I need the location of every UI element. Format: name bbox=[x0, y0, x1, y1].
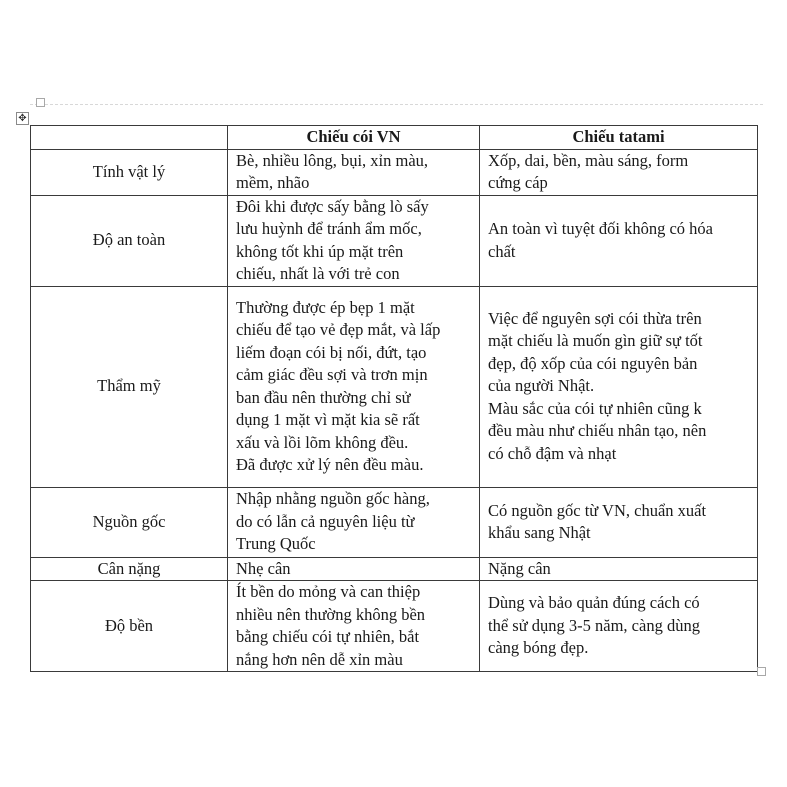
table-row-tinh-vat-ly bbox=[31, 149, 758, 195]
cell-line: Đã được xử lý nên đều màu. bbox=[236, 455, 424, 474]
cell-line: An toàn vì tuyệt đối không có hóa bbox=[488, 219, 714, 238]
tatami-cell[interactable] bbox=[480, 195, 758, 286]
criterion-cell[interactable]: Nguồn gốc bbox=[31, 487, 228, 557]
cell-line: cứng cáp bbox=[488, 173, 548, 192]
table-row-tham-my bbox=[31, 286, 758, 487]
cell-line: nhiều nên thường không bền bbox=[236, 604, 426, 624]
cell-line: khẩu sang Nhật bbox=[488, 523, 591, 542]
cell-line: càng bóng đẹp. bbox=[488, 638, 589, 658]
cell-line: Màu sắc của cói tự nhiên cũng k bbox=[488, 398, 702, 418]
header-blank-cell[interactable] bbox=[31, 126, 228, 150]
cell-line: Dùng và bảo quản đúng cách có bbox=[488, 593, 700, 613]
cell-line: đều màu như chiếu nhân tạo, nên bbox=[488, 421, 707, 441]
criterion-cell[interactable]: Tính vật lý bbox=[31, 149, 228, 195]
tatami-cell[interactable] bbox=[480, 149, 758, 195]
cell-line: thể sử dụng 3-5 năm, càng dùng bbox=[488, 615, 700, 635]
tatami-cell[interactable] bbox=[480, 557, 758, 581]
comparison-table bbox=[30, 125, 758, 672]
vn-cell[interactable] bbox=[228, 149, 480, 195]
vn-cell[interactable] bbox=[228, 286, 480, 487]
cell-line: Xốp, dai, bền, màu sáng, form bbox=[488, 150, 689, 170]
cell-line: của người Nhật. bbox=[488, 376, 595, 396]
criterion-cell[interactable]: Cân nặng bbox=[31, 557, 228, 581]
header-row bbox=[31, 126, 758, 150]
cell-line: ban đầu nên thường chỉ sử bbox=[236, 387, 411, 407]
page-corner-mark bbox=[36, 98, 45, 107]
vn-cell[interactable] bbox=[228, 487, 480, 557]
table-row-can-nang bbox=[31, 557, 758, 581]
cell-line: Có nguồn gốc từ VN, chuẩn xuất bbox=[488, 500, 707, 520]
vn-cell[interactable] bbox=[228, 557, 480, 581]
header-chieu-tatami[interactable]: Chiếu tatami bbox=[480, 126, 758, 150]
cell-line: mềm, nhão bbox=[236, 173, 310, 192]
vn-cell[interactable] bbox=[228, 581, 480, 672]
cell-line: Thường được ép bẹp 1 mặt bbox=[236, 297, 415, 317]
cell-line: chiếu để tạo vẻ đẹp mắt, và lấp bbox=[236, 320, 441, 339]
cell-line: Việc để nguyên sợi cói thừa trên bbox=[488, 308, 702, 328]
cell-line: không tốt khi úp mặt trên bbox=[236, 241, 404, 261]
cell-line: Nhẹ cân bbox=[236, 558, 291, 578]
header-chieu-coi-vn[interactable]: Chiếu cói VN bbox=[228, 126, 480, 150]
cell-line: cảm giác đều sợi và trơn mịn bbox=[236, 365, 428, 384]
cell-line: xấu và lồi lõm không đều. bbox=[236, 432, 409, 452]
cell-line: Trung Quốc bbox=[236, 534, 316, 554]
cell-line: liếm đoạn cói bị nối, đứt, tạo bbox=[236, 342, 427, 362]
cell-line: lưu huỳnh để tránh ẩm mốc, bbox=[236, 219, 422, 238]
cell-line: bằng chiếu cói tự nhiên, bắt bbox=[236, 627, 420, 646]
cell-line: do có lẫn cả nguyên liệu từ bbox=[236, 511, 415, 531]
tatami-cell[interactable] bbox=[480, 487, 758, 557]
table-resize-handle-icon[interactable] bbox=[757, 667, 766, 676]
cell-line: Ít bền do mỏng và can thiệp bbox=[236, 582, 421, 601]
table-move-handle-icon[interactable]: ✥ bbox=[16, 112, 29, 125]
cell-line: Bè, nhiều lông, bụi, xỉn màu, bbox=[236, 150, 429, 170]
cell-line: đẹp, độ xốp của cói nguyên bản bbox=[488, 353, 698, 373]
criterion-cell[interactable]: Độ an toàn bbox=[31, 195, 228, 286]
cell-line: Nhập nhằng nguồn gốc hàng, bbox=[236, 489, 430, 509]
criterion-cell[interactable]: Độ bền bbox=[31, 581, 228, 672]
tatami-cell[interactable] bbox=[480, 581, 758, 672]
cell-line: chiếu, nhất là với trẻ con bbox=[236, 264, 400, 283]
page-edge-line bbox=[30, 104, 763, 105]
cell-line: Nặng cân bbox=[488, 558, 551, 578]
cell-line: chất bbox=[488, 241, 516, 261]
table-row-do-ben bbox=[31, 581, 758, 672]
table-row-do-an-toan bbox=[31, 195, 758, 286]
tatami-cell[interactable] bbox=[480, 286, 758, 487]
vn-cell[interactable] bbox=[228, 195, 480, 286]
cell-line: mặt chiếu là muốn gìn giữ sự tốt bbox=[488, 331, 703, 351]
cell-line: nắng hơn nên dễ xỉn màu bbox=[236, 649, 403, 669]
cell-line: Đôi khi được sấy bằng lò sấy bbox=[236, 196, 429, 216]
cell-line: dụng 1 mặt vì mặt kia sẽ rất bbox=[236, 410, 420, 429]
table-row-nguon-goc bbox=[31, 487, 758, 557]
cell-line: có chỗ đậm và nhạt bbox=[488, 443, 617, 463]
criterion-cell[interactable]: Thẩm mỹ bbox=[31, 286, 228, 487]
